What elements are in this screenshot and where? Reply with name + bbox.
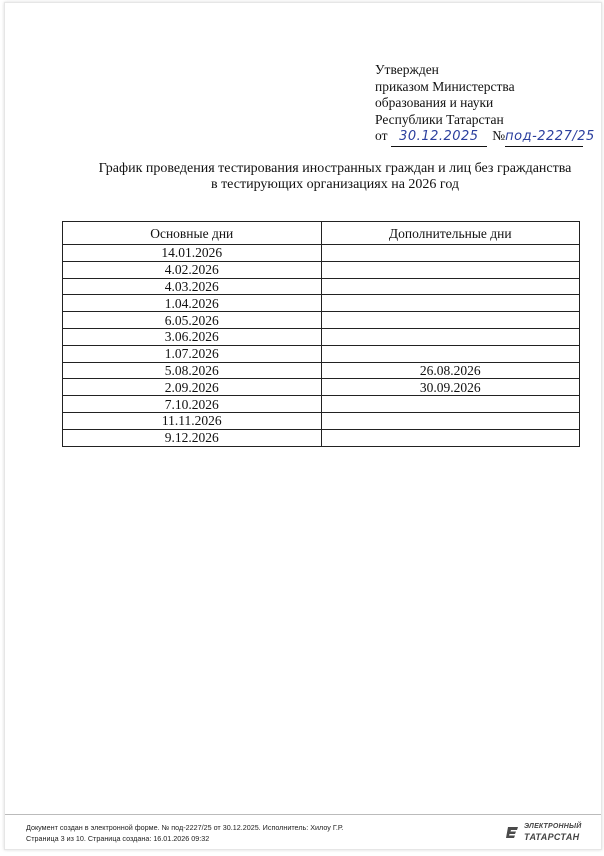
main-day-cell: 2.09.2026 bbox=[63, 379, 322, 396]
main-day-cell: 4.02.2026 bbox=[63, 261, 322, 278]
additional-day-cell bbox=[321, 245, 580, 262]
additional-day-cell bbox=[321, 295, 580, 312]
header-additional-days: Дополнительные дни bbox=[321, 222, 580, 245]
main-day-cell: 6.05.2026 bbox=[63, 312, 322, 329]
additional-day-cell bbox=[321, 312, 580, 329]
logo-mark-icon bbox=[505, 824, 521, 840]
logo-text-line-2: ТАТАРСТАН bbox=[524, 832, 580, 842]
footer-text bbox=[26, 823, 343, 844]
document-title bbox=[85, 161, 585, 193]
table-row bbox=[63, 429, 580, 446]
main-day-cell: 9.12.2026 bbox=[63, 429, 322, 446]
additional-day-cell bbox=[321, 429, 580, 446]
main-day-cell: 14.01.2026 bbox=[63, 245, 322, 262]
from-label: от bbox=[375, 128, 388, 143]
main-day-cell: 7.10.2026 bbox=[63, 396, 322, 413]
approval-line-3: образования и науки bbox=[375, 95, 494, 110]
table-header-row bbox=[63, 222, 580, 245]
header-main-days: Основные дни bbox=[63, 222, 322, 245]
additional-day-cell bbox=[321, 345, 580, 362]
main-day-cell: 1.07.2026 bbox=[63, 345, 322, 362]
main-day-cell: 3.06.2026 bbox=[63, 328, 322, 345]
approval-line-4: Республики Татарстан bbox=[375, 111, 504, 127]
logo-text-line-1: ЭЛЕКТРОННЫЙ bbox=[524, 823, 582, 830]
approval-date-line bbox=[375, 128, 595, 147]
table-row bbox=[63, 312, 580, 329]
main-day-cell: 1.04.2026 bbox=[63, 295, 322, 312]
approval-block bbox=[375, 62, 595, 147]
table-row bbox=[63, 245, 580, 262]
approval-number: под-2227/25 bbox=[505, 129, 583, 147]
footer-line-2: Страница 3 из 10. Страница создана: 16.01.2026 09:32 bbox=[26, 833, 210, 843]
number-label: № bbox=[492, 128, 506, 143]
table-row bbox=[63, 278, 580, 295]
title-line-1: График проведения тестирования иностранных граждан и лиц без гражданства bbox=[98, 161, 572, 176]
document-footer bbox=[5, 814, 601, 850]
table-row bbox=[63, 396, 580, 413]
additional-day-cell bbox=[321, 328, 580, 345]
title-line-2: в тестирующих организациях на 2026 год bbox=[210, 177, 460, 192]
table-row bbox=[63, 328, 580, 345]
additional-day-cell: 26.08.2026 bbox=[321, 362, 580, 379]
footer-line-1: Документ создан в электронной форме. № под-2227/25 от 30.12.2025. Исполнитель: Хилоу Г.Р. bbox=[26, 823, 344, 832]
approval-line-2: приказом Министерства bbox=[375, 78, 515, 94]
main-day-cell: 5.08.2026 bbox=[63, 362, 322, 379]
additional-day-cell bbox=[321, 396, 580, 413]
additional-day-cell: 30.09.2026 bbox=[321, 379, 580, 396]
document-page bbox=[4, 2, 602, 850]
additional-day-cell bbox=[321, 278, 580, 295]
table-row bbox=[63, 261, 580, 278]
additional-day-cell bbox=[321, 412, 580, 429]
main-day-cell: 4.03.2026 bbox=[63, 278, 322, 295]
table-row bbox=[63, 345, 580, 362]
electronic-tatarstan-logo bbox=[505, 822, 591, 844]
schedule-table bbox=[62, 221, 580, 447]
table-row bbox=[63, 412, 580, 429]
table-row bbox=[63, 295, 580, 312]
main-day-cell: 11.11.2026 bbox=[63, 412, 322, 429]
additional-day-cell bbox=[321, 261, 580, 278]
approval-line-1: Утвержден bbox=[375, 62, 439, 77]
table-row bbox=[63, 379, 580, 396]
approval-date: 30.12.2025 bbox=[391, 129, 487, 147]
table-row bbox=[63, 362, 580, 379]
